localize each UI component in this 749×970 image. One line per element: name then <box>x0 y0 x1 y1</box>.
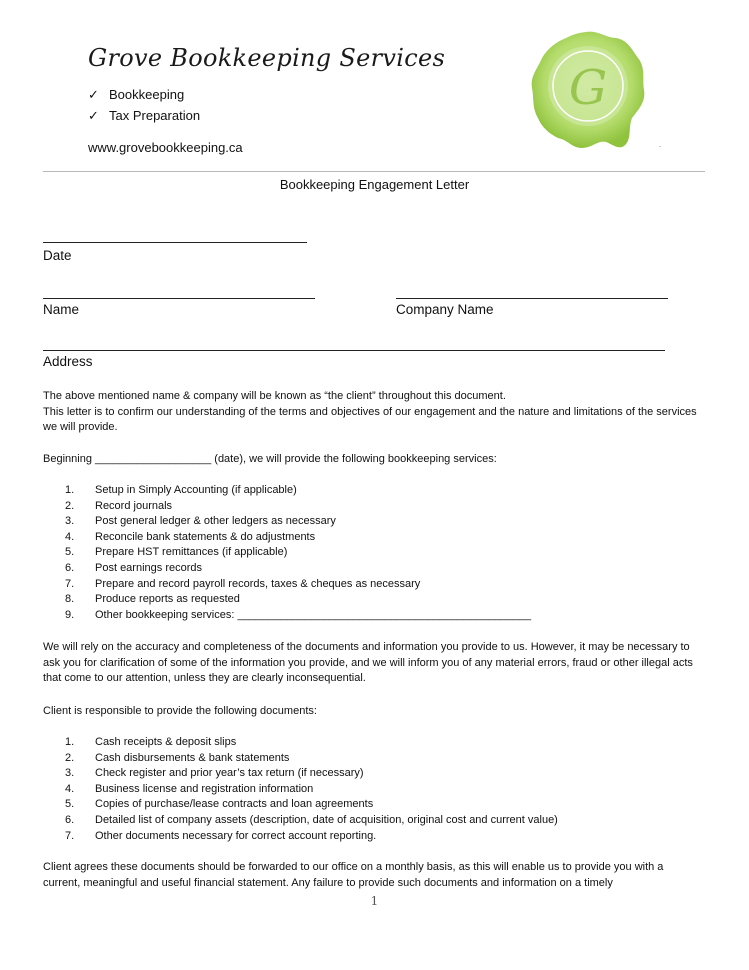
logo-letter: G <box>568 60 608 116</box>
intro-line: This letter is to confirm our understanding of the terms and objectives of our engagement and the nature and limitations of the services we will provide. <box>43 405 697 434</box>
address-label: Address <box>43 354 93 369</box>
name-label: Name <box>43 302 80 317</box>
intro-paragraph <box>43 389 703 436</box>
logo-seal-icon <box>528 28 648 153</box>
list-item: 4. Reconcile bank statements & do adjustments <box>65 530 316 543</box>
list-item: 3. Check register and prior year’s tax return (if necessary) <box>65 767 364 780</box>
intro-line: The above mentioned name & company will be known as “the client” throughout this document. <box>43 390 506 402</box>
client-responsible-line: Client is responsible to provide the following documents: <box>43 705 317 717</box>
list-item: 6. Detailed list of company assets (description, date of acquisition, original cost and current value) <box>65 813 558 826</box>
header-divider <box>43 171 705 172</box>
list-item: 4. Business license and registration information <box>65 782 314 795</box>
list-item: 5. Copies of purchase/lease contracts and loan agreements <box>65 798 374 811</box>
website-url: www.grovebookkeeping.ca <box>88 140 243 155</box>
company-field-line[interactable] <box>396 298 668 299</box>
address-field-line[interactable] <box>43 350 665 351</box>
check-icon: ✓ <box>88 87 99 102</box>
services-checklist <box>88 84 200 126</box>
reliance-paragraph: We will rely on the accuracy and completeness of the documents and information you provide to us. However, it may be necessary to ask you for clarification of some of the information you provide, and we will inform you of any material errors, fraud or other illegal acts that come to our attention, unless they are clearly inconsequential. <box>43 641 693 685</box>
list-item: 7. Prepare and record payroll records, taxes & cheques as necessary <box>65 577 421 590</box>
documents-list <box>65 735 705 844</box>
list-item: 6. Post earnings records <box>65 561 202 574</box>
services-list <box>65 483 705 623</box>
list-item: 2. Record journals <box>65 499 173 512</box>
date-label: Date <box>43 248 72 263</box>
page-number: 1 <box>370 894 379 908</box>
agreement-paragraph: Client agrees these documents should be forwarded to our office on a monthly basis, as this will enable us to provide you with a current, meaningful and useful financial statement. Any failure to provide such documents and information on a timely <box>43 861 664 889</box>
beginning-line: Beginning ___________________ (date), we will provide the following bookkeeping services: <box>43 453 497 465</box>
page-title: Bookkeeping Engagement Letter <box>279 177 470 192</box>
service-label: Bookkeeping <box>109 87 185 102</box>
service-item <box>88 84 200 105</box>
list-item: 1. Cash receipts & deposit slips <box>65 736 237 748</box>
list-item: 3. Post general ledger & other ledgers as necessary <box>65 515 336 528</box>
list-item: 5. Prepare HST remittances (if applicable) <box>65 546 288 559</box>
list-item: 8. Produce reports as requested <box>65 593 240 606</box>
header-dot: . <box>659 140 662 149</box>
list-item: 9. Other bookkeeping services: ________________________________________________ <box>65 608 532 621</box>
list-item: 7. Other documents necessary for correct account reporting. <box>65 829 377 842</box>
name-field-line[interactable] <box>43 298 315 299</box>
service-label: Tax Preparation <box>109 108 201 123</box>
company-name: Grove Bookkeeping Services <box>88 44 446 72</box>
list-item: 2. Cash disbursements & bank statements <box>65 751 290 764</box>
company-label: Company Name <box>396 302 494 317</box>
date-field-line[interactable] <box>43 242 307 243</box>
check-icon: ✓ <box>88 108 99 123</box>
list-item: 1. Setup in Simply Accounting (if applicable) <box>65 484 297 496</box>
service-item <box>88 105 200 126</box>
